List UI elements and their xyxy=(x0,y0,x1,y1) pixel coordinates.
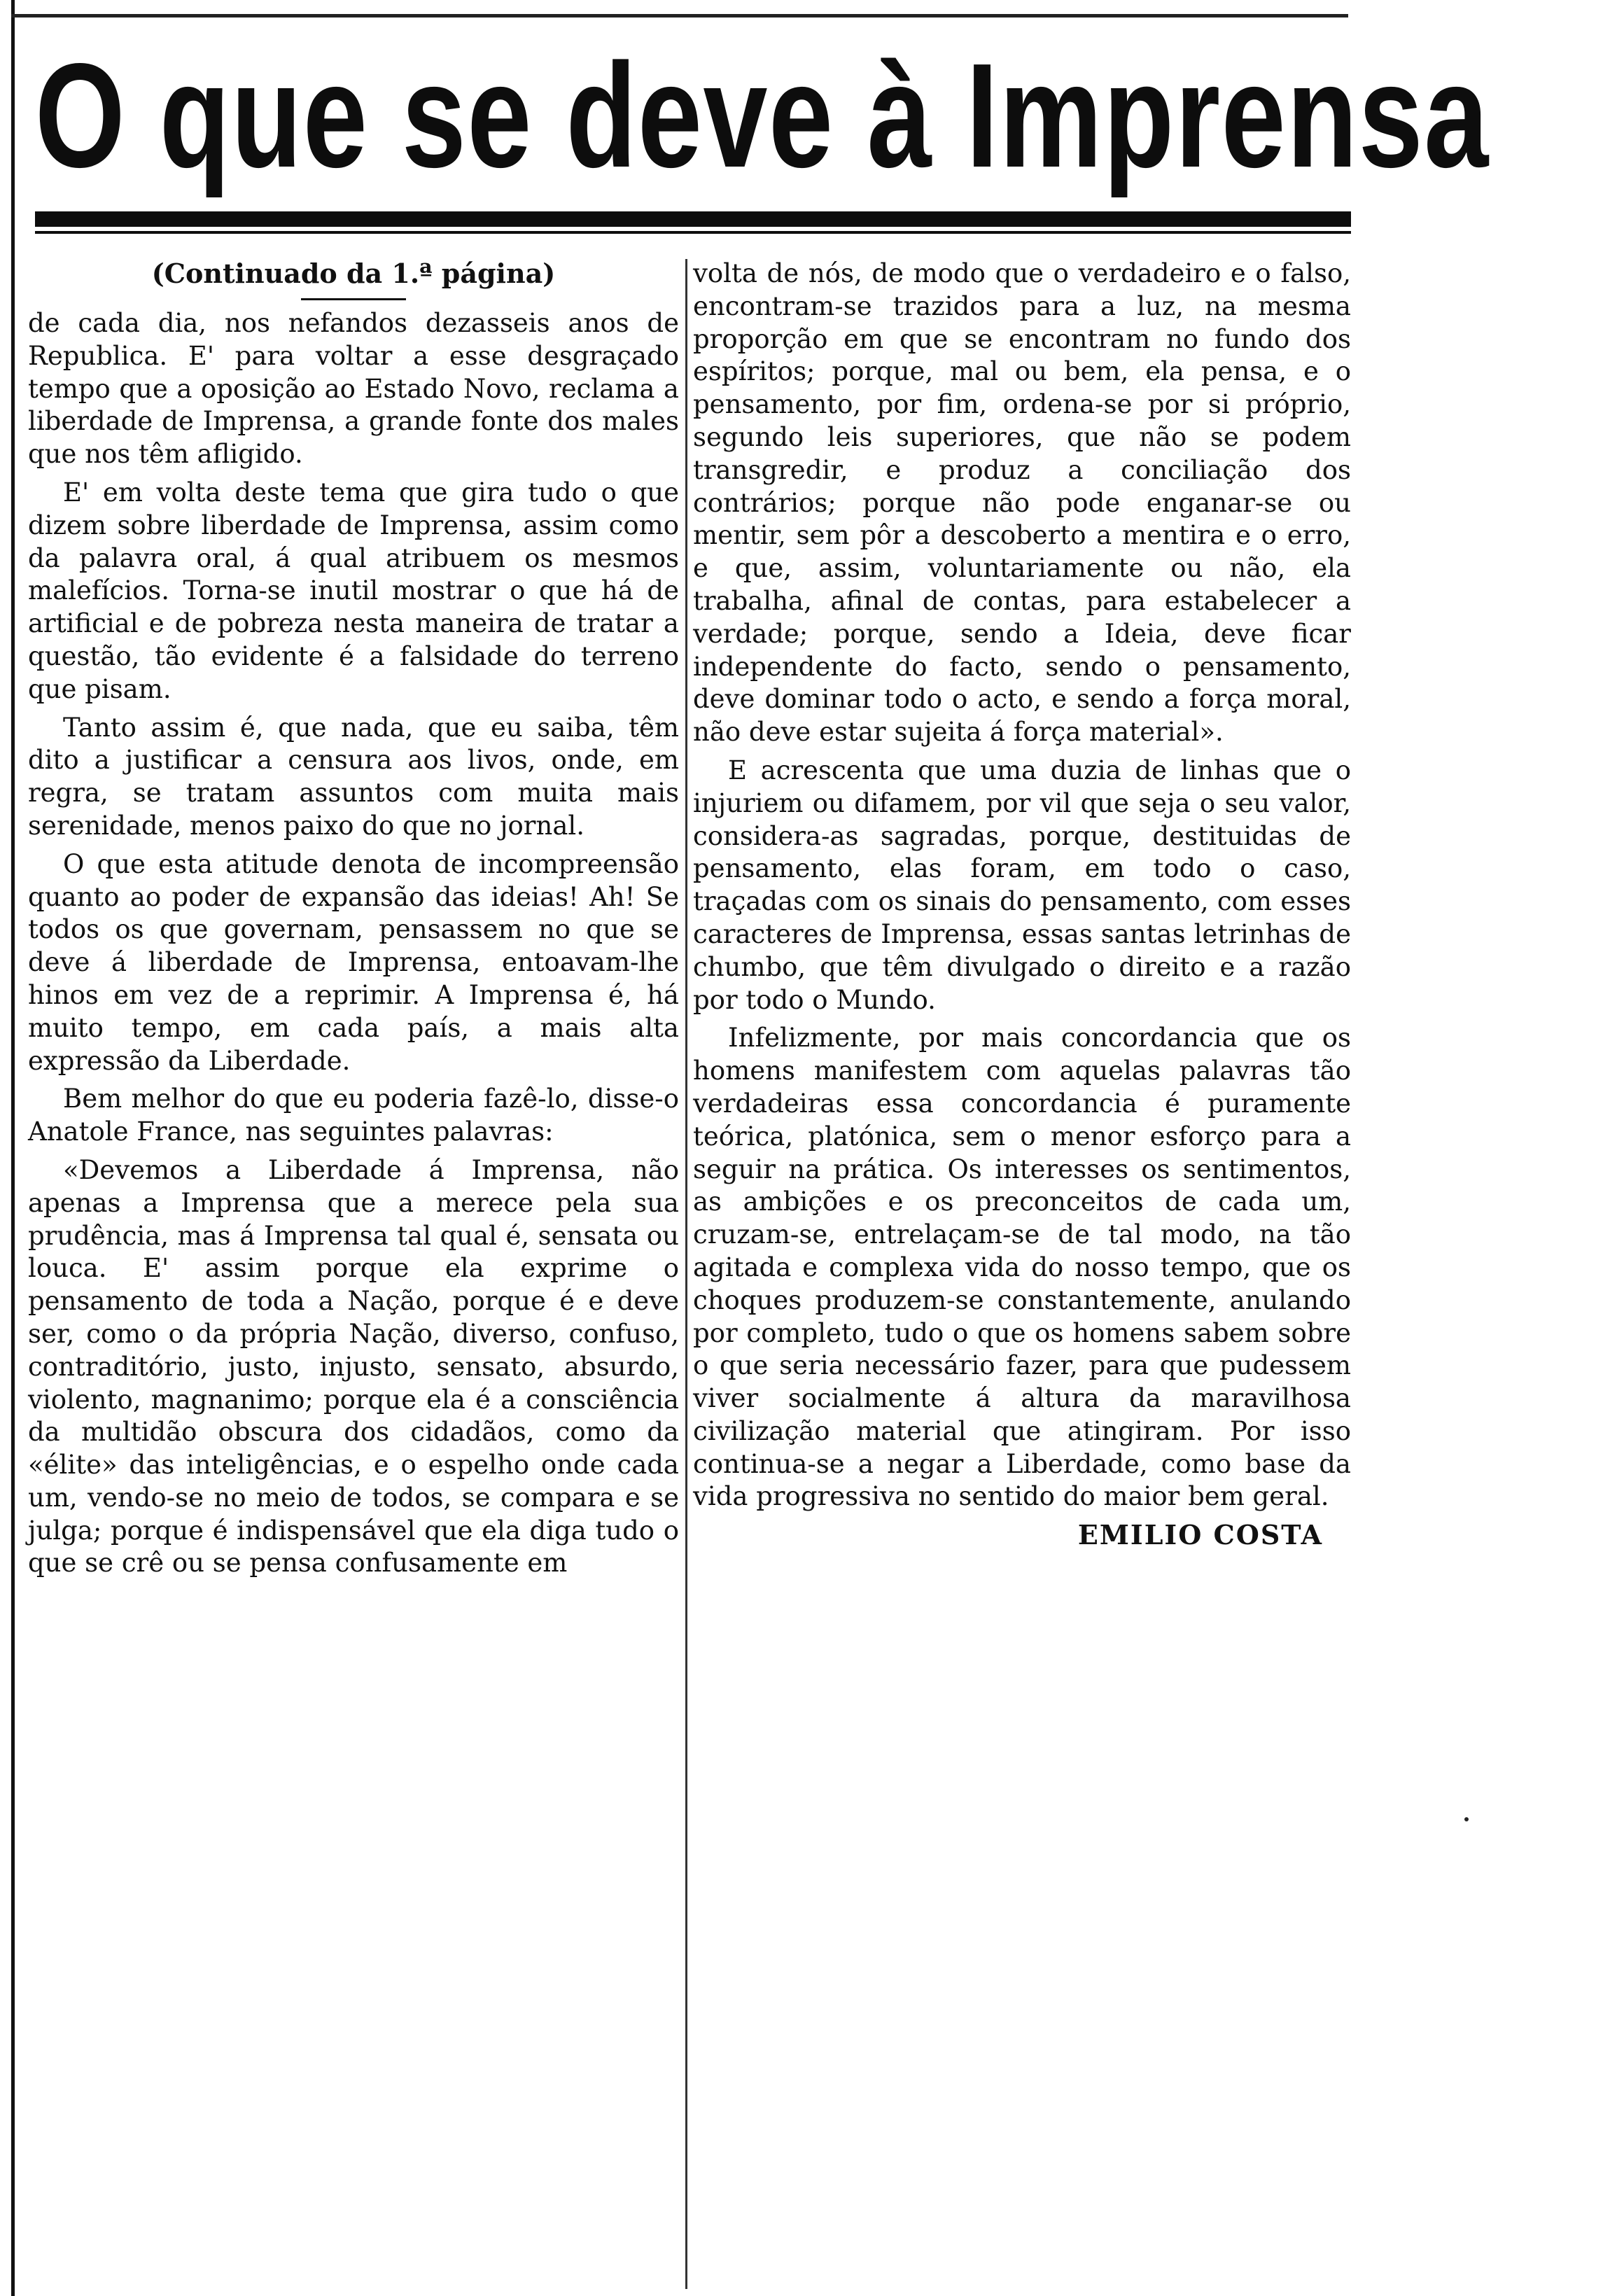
right-paragraph-2: E acrescenta que uma duzia de linhas que o injuriem ou difamem, por vil que seja o seu valor, considera-as sagradas, porque, destituidas de pensamento, elas foram, em todo o caso, traçadas com os sinais do pensamento, com esses caracteres de Imprensa, essas santas letrinhas de chumbo, que têm divulgado o direito e a razão por todo o Mundo. xyxy=(693,755,1351,1015)
left-paragraph-4: O que esta atitude denota de incompreensão quanto ao poder de expansão das ideias! Ah! Se todos os que governam, pensassem no que se deve á liberdade de Imprensa, entoavam-lhe hinos em vez de a reprimir. A Imprensa é, há muito tempo, em cada país, a mais alta expressão da Liberdade. xyxy=(28,848,679,1076)
right-column xyxy=(693,258,1351,1552)
subhead-rule xyxy=(301,298,406,300)
right-paragraph-3: Infelizmente, por mais concordancia que os homens manifestem com aquelas palavras tão verdadeiras essa concordancia é puramente teórica, platónica, sem o menor esforço para a seguir na prática. Os interesses os sentimentos, as ambições e os preconceitos de cada um, cruzam-se, entrelaçam-se de tal modo, na tão agitada e complexa vida do nosso tempo, que os choques produzem-se constantemente, anulando por completo, tudo o que os homens sabem sobre o que seria necessário fazer, para que pudessem viver socialmente á altura da maravilhosa civilização material que atingiram. Por isso continua-se a negar a Liberdade, como base da vida progressiva no sentido do maior bem geral. xyxy=(693,1023,1351,1512)
left-paragraph-6-quote: «Devemos a Liberdade á Imprensa, não apenas a Imprensa que a merece pela sua prudência, mas á Imprensa tal qual é, sensata ou louca. E' assim porque ela exprime o pensamento de toda a Nação, porque é e deve ser, como o da própria Nação, diverso, confuso, contraditório, justo, injusto, sensato, absurdo, violento, magnanimo; porque ela é a consciência da multidão obscura dos cidadãos, como da «élite» das inteligências, e o espelho onde cada um, vendo-se no meio de todos, se compara e se julga; porque é indispensável que ela diga tudo o que se crê ou se pensa confusamente em xyxy=(28,1154,679,1578)
continuation-subhead: (Continuado da 1.ª página) xyxy=(151,258,556,289)
right-paragraph-1-quote: volta de nós, de modo que o verdadeiro e o falso, encontram-se trazidos para a luz, na mesma proporção em que se encontram no fundo dos espíritos; porque, mal ou bem, ela pensa, e o pensamento, por fim, ordena-se por si próprio, segundo leis superiores, que não se podem transgredir, e produz a conciliação dos contrários; porque não pode enganar-se ou mentir, sem pôr a descoberto a mentira e o erro, e que, assim, voluntariamente ou não, ela trabalha, afinal de contas, para estabelecer a verdade; porque, sendo a Ideia, deve ficar independente do facto, sendo o pensamento, deve dominar todo o acto, e sendo a força moral, não deve estar sujeita á força material». xyxy=(693,258,1351,748)
headline: O que se deve à Imprensa xyxy=(35,32,1490,198)
column-divider xyxy=(685,259,687,2289)
left-column xyxy=(28,258,679,1586)
ink-speck xyxy=(1464,1817,1469,1821)
page-left-border xyxy=(11,0,15,2296)
left-paragraph-2: E' em volta deste tema que gira tudo o que dizem sobre liberdade de Imprensa, assim como da palavra oral, á qual atribuem os mesmos malefícios. Torna-se inutil mostrar o que há de artificial e de pobreza nesta maneira de tratar a questão, tão evidente é a falsidade do terreno que pisam. xyxy=(28,477,679,704)
author-signature: EMILIO COSTA xyxy=(1077,1519,1323,1551)
left-paragraph-1: de cada dia, nos nefandos dezasseis anos de Republica. E' para voltar a esse desgraçado tempo que a oposição ao Estado Novo, reclama a liberdade de Imprensa, a grande fonte dos males que nos têm afligido. xyxy=(28,308,679,470)
page-top-border xyxy=(11,14,1348,18)
left-paragraph-3: Tanto assim é, que nada, que eu saiba, têm dito a justificar a censura aos livos, onde, em regra, se tratam assuntos com muita mais serenidade, menos paixo do que no jornal. xyxy=(28,712,679,841)
headline-rule-thick xyxy=(35,211,1351,227)
headline-rule-thin xyxy=(35,231,1351,234)
left-paragraph-5: Bem melhor do que eu poderia fazê-lo, disse-o Anatole France, nas seguintes palavras: xyxy=(28,1084,679,1147)
